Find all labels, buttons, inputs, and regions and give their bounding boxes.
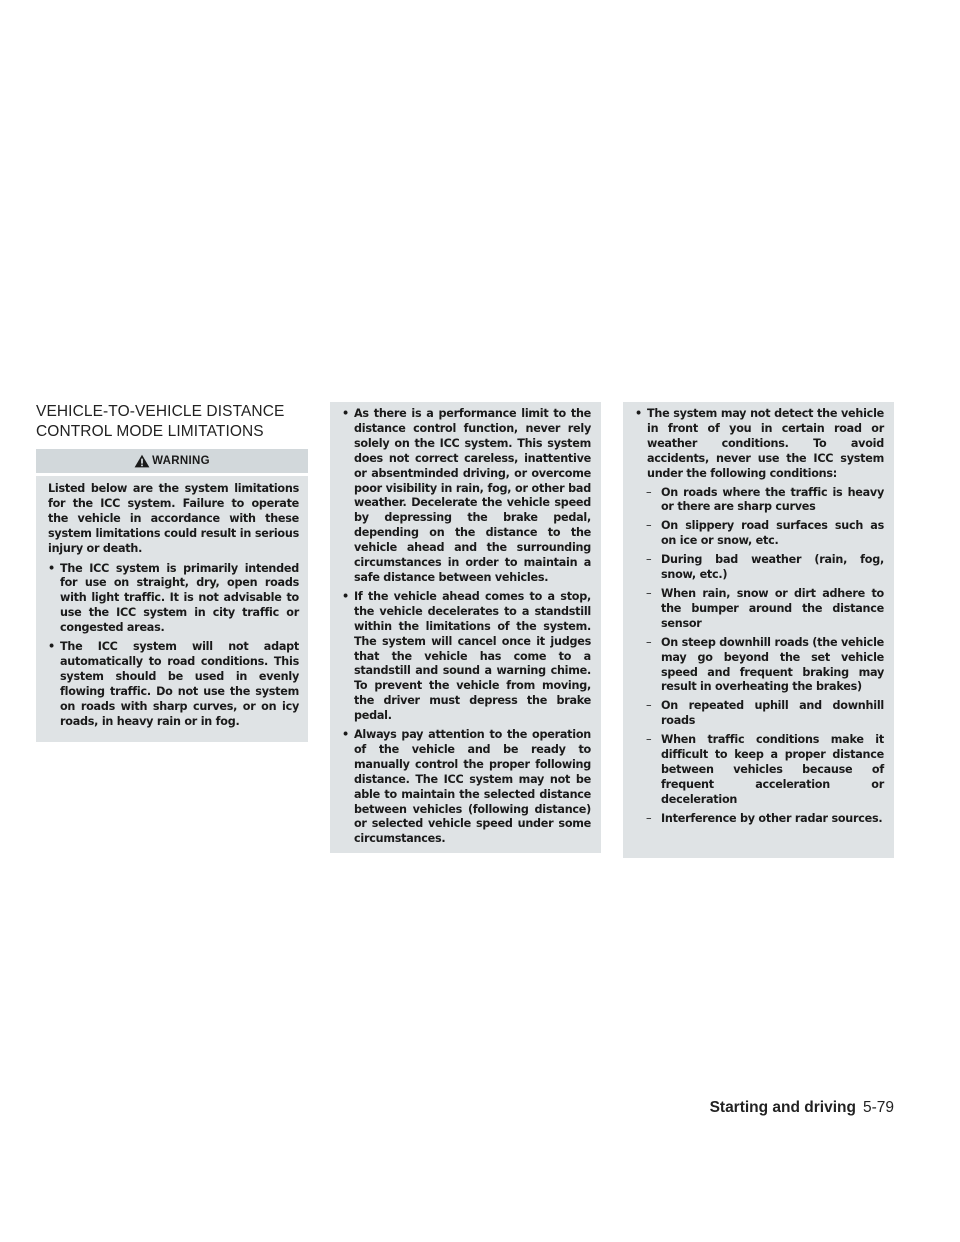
warning-bullet <box>342 407 591 586</box>
condition-item: – On roads where the traffic is heavy or there are sharp curves <box>646 485 884 514</box>
footer-section-name: Starting and driving <box>709 1099 856 1116</box>
warning-bullet <box>48 640 299 729</box>
condition-item: – On steep downhill roads (the vehicle may go beyond the set vehicle speed and frequent braking may result in overheating the brakes) <box>646 635 884 694</box>
warning-triangle-icon <box>134 454 150 468</box>
condition-item: – During bad weather (rain, fog, snow, etc.) <box>646 553 884 582</box>
condition-text: On repeated uphill and downhill roads <box>661 699 884 728</box>
warning-bullet-text: Always pay attention to the operation of the vehicle and be ready to manually control the proper following distance. The ICC system may not be able to maintain the selected distance between vehicles (following distance) or selected vehicle speed under some circumstances. <box>354 728 591 846</box>
section-title: VEHICLE-TO-VEHICLE DISTANCE CONTROL MODE LIMITATIONS <box>36 403 285 440</box>
bullet-marker: • <box>342 728 349 742</box>
condition-text: When traffic conditions make it difficult to keep a proper distance between vehicles because of frequent acceleration or deceleration <box>661 733 884 806</box>
bullet-marker: • <box>342 589 349 603</box>
bullet-marker: • <box>48 640 55 654</box>
warning-bullet-text: As there is a performance limit to the distance control function, never rely solely on the ICC system. This system does not correct careless, inattentive or absentminded driving, or overcome poor visibility in rain, fog, or other bad weather. Decelerate the vehicle speed by depressing the brake pedal, depending on the distance to the vehicle ahead and the surrounding circumstances in order to maintain a safe distance between vehicles. <box>354 407 591 584</box>
warning-header <box>36 449 308 473</box>
warning-intro: Listed below are the system limitations for the ICC system. Failure to operate the vehicle in accordance with these system limitations could result in serious injury or death. <box>48 482 299 555</box>
warning-continued-column-3 <box>623 402 894 858</box>
warning-bullet <box>48 562 299 637</box>
condition-text: When rain, snow or dirt adhere to the bumper around the distance sensor <box>661 586 884 630</box>
condition-item: – When traffic conditions make it difficult to keep a proper distance between vehicles because of frequent acceleration or deceleration <box>646 733 884 806</box>
condition-text: During bad weather (rain, fog, snow, etc.) <box>661 553 884 582</box>
condition-text: On slippery road surfaces such as on ice or snow, etc. <box>661 519 884 548</box>
warning-bullet-text: If the vehicle ahead comes to a stop, the vehicle decelerates to a standstill within the limitations of the system. The system will cancel once it judges that the vehicle has come to a standstill and sound a warning chime. To prevent the vehicle from moving, the driver must depress the brake pedal. <box>354 589 591 723</box>
warning-bullet-text: The ICC system is primarily intended for use on straight, dry, open roads with light traffic. It is not advisable to use the ICC system in city traffic or congested areas. <box>60 561 299 635</box>
bullet-marker: • <box>635 407 642 420</box>
warning-bullet <box>342 590 591 724</box>
page-footer <box>710 1099 894 1117</box>
warning-bullet-text: The system may not detect the vehicle in front of you in certain road or weather conditions. To avoid accidents, never use the ICC system under the following conditions: <box>647 407 884 480</box>
warning-bullet <box>635 407 884 482</box>
condition-text: On steep downhill roads (the vehicle may go beyond the set vehicle speed and frequent braking may result in overheating the brakes) <box>661 635 884 694</box>
warning-bullet-text: The ICC system will not adapt automatically to road conditions. This system should be used in evenly flowing traffic. Do not use the system on roads with sharp curves, or on icy roads, in heavy rain or in fog. <box>60 640 299 728</box>
footer-page-number: 5-79 <box>862 1099 894 1116</box>
warning-body <box>36 476 308 742</box>
condition-item: – On slippery road surfaces such as on ice or snow, etc. <box>646 519 884 548</box>
condition-text: Interference by other radar sources. <box>661 811 883 825</box>
bullet-marker: • <box>48 561 55 575</box>
condition-item: – Interference by other radar sources. <box>646 811 883 825</box>
condition-text: On roads where the traffic is heavy or there are sharp curves <box>661 485 884 514</box>
condition-item: – On repeated uphill and downhill roads <box>646 699 884 728</box>
warning-bullet <box>342 728 591 847</box>
condition-item: – When rain, snow or dirt adhere to the bumper around the distance sensor <box>646 586 884 630</box>
warning-box <box>36 449 308 728</box>
warning-continued-column-2 <box>330 402 601 853</box>
bullet-marker: • <box>342 407 349 420</box>
warning-label: WARNING <box>152 454 210 467</box>
